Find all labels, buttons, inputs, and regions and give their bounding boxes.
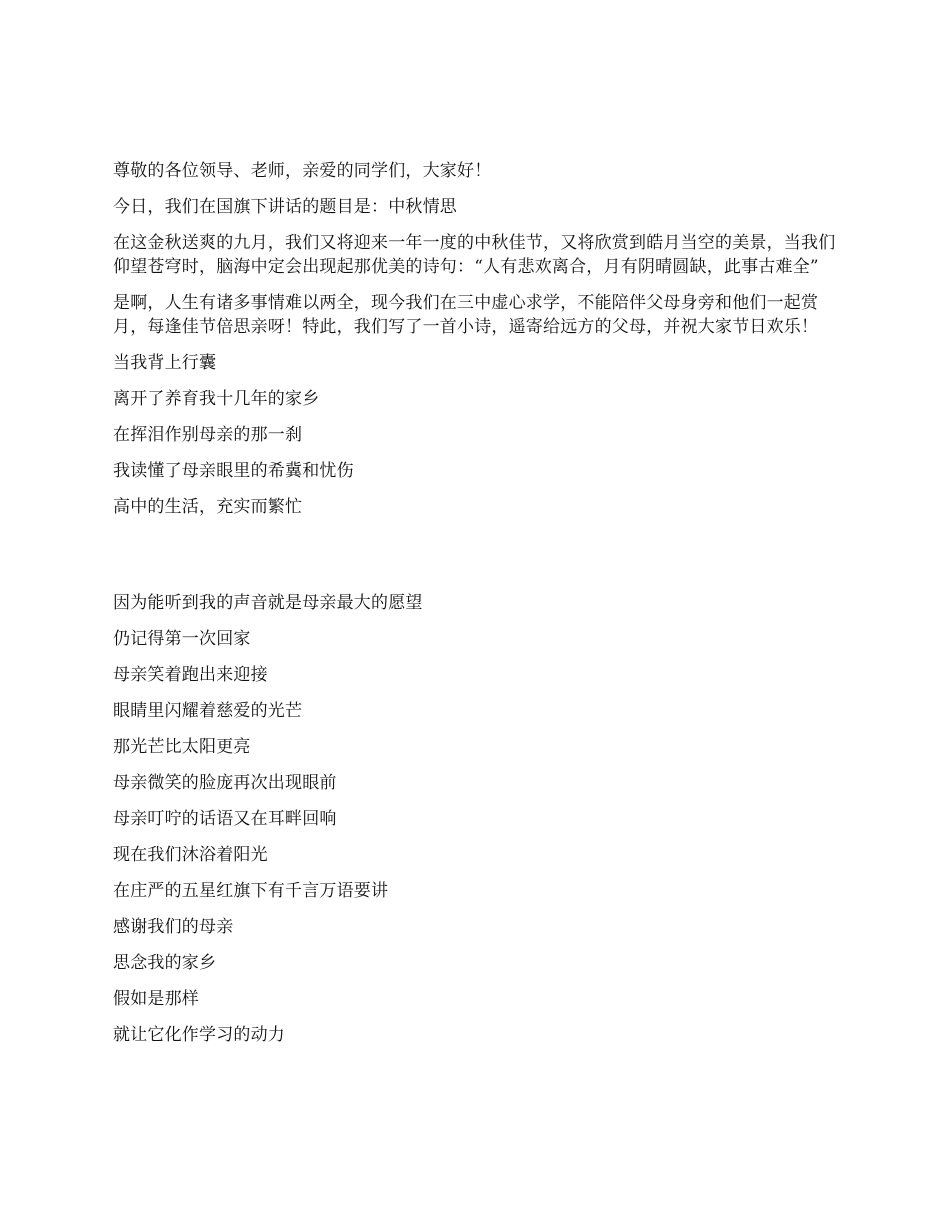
poem-line: 在挥泪作别母亲的那一刹 xyxy=(113,425,303,445)
reflection-paragraph: 是啊，人生有诸多事情难以两全，现今我们在三中虚心求学，不能陪伴父母身旁和他们一起赏月，每逢佳节倍思亲呀！特此，我们写了一首小诗，遥寄给远方的父母，并祝大家节日欢乐！ xyxy=(113,293,819,337)
poem-line: 我读懂了母亲眼里的希冀和忧伤 xyxy=(113,461,354,481)
poem-line: 现在我们沐浴着阳光 xyxy=(113,845,268,865)
poem-line: 感谢我们的母亲 xyxy=(113,917,234,937)
document-page xyxy=(113,159,841,1059)
speech-topic-paragraph: 今日，我们在国旗下讲话的题目是：中秋情思 xyxy=(113,197,457,217)
intro-paragraph: 在这金秋送爽的九月，我们又将迎来一年一度的中秋佳节，又将欣赏到皓月当空的美景，当我们仰望苍穹时，脑海中定会出现起那优美的诗句：“人有悲欢离合，月有阴晴圆缺，此事古难全” xyxy=(113,233,836,277)
poem-line: 离开了养育我十几年的家乡 xyxy=(113,389,320,409)
poem-line: 高中的生活，充实而繁忙 xyxy=(113,497,303,517)
poem-line: 因为能听到我的声音就是母亲最大的愿望 xyxy=(113,593,423,613)
poem-line: 在庄严的五星红旗下有千言万语要讲 xyxy=(113,881,389,901)
poem-line: 就让它化作学习的动力 xyxy=(113,1025,285,1045)
poem-line: 母亲微笑的脸庞再次出现眼前 xyxy=(113,773,337,793)
greeting-paragraph: 尊敬的各位领导、老师，亲爱的同学们，大家好！ xyxy=(113,161,492,181)
poem-line: 那光芒比太阳更亮 xyxy=(113,737,251,757)
poem-line: 假如是那样 xyxy=(113,989,199,1009)
poem-line: 母亲笑着跑出来迎接 xyxy=(113,665,268,685)
poem-line: 母亲叮咛的话语又在耳畔回响 xyxy=(113,809,337,829)
blank-gap xyxy=(113,531,841,591)
poem-line: 仍记得第一次回家 xyxy=(113,629,251,649)
poem-line: 当我背上行囊 xyxy=(113,353,217,373)
poem-line: 思念我的家乡 xyxy=(113,953,217,973)
poem-line: 眼睛里闪耀着慈爱的光芒 xyxy=(113,701,303,721)
